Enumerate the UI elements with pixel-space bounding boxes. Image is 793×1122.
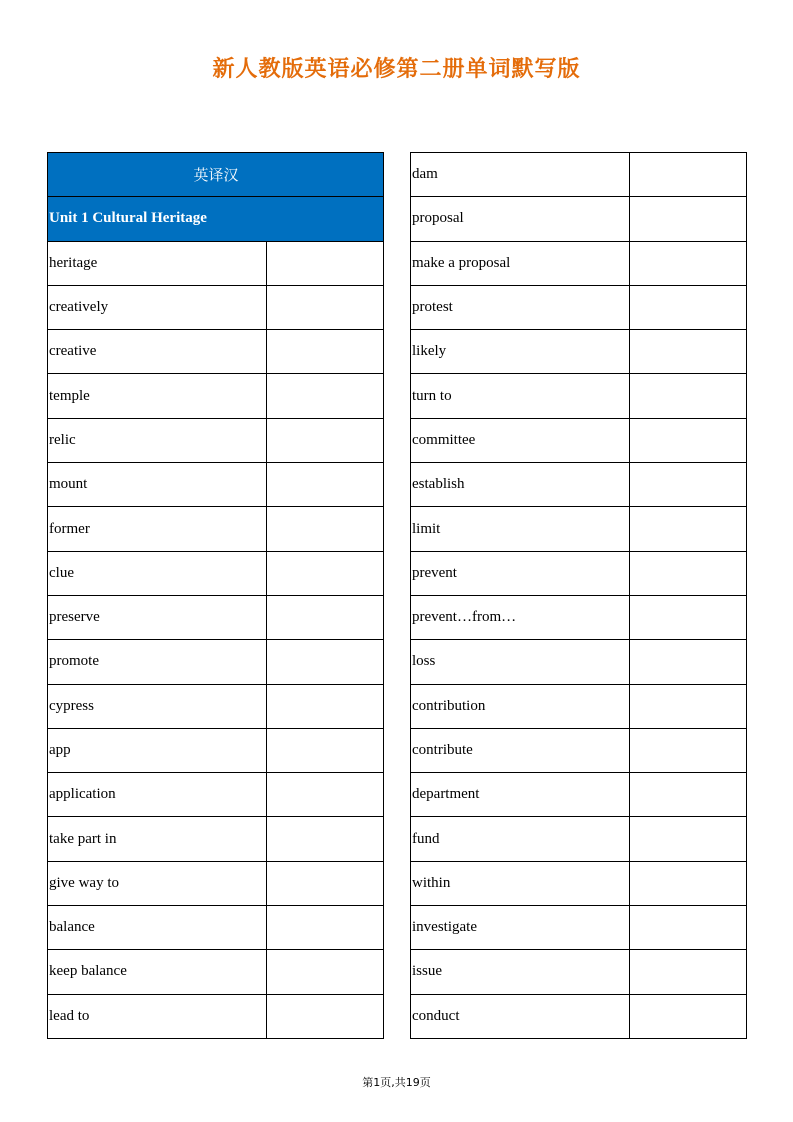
answer-cell[interactable] — [630, 285, 747, 329]
answer-cell[interactable] — [267, 640, 384, 684]
page-title: 新人教版英语必修第二册单词默写版 — [212, 57, 581, 82]
table-row — [411, 463, 747, 507]
answer-cell[interactable] — [267, 418, 384, 462]
table-row — [411, 994, 747, 1038]
vocab-word: contribution — [411, 684, 630, 728]
table-row — [411, 197, 747, 241]
vocab-word: preserve — [48, 595, 267, 639]
vocab-word: promote — [48, 640, 267, 684]
answer-cell[interactable] — [630, 330, 747, 374]
table-row — [411, 906, 747, 950]
vocab-word: application — [48, 773, 267, 817]
page-number: 第1页,共19页 — [362, 1076, 431, 1089]
table-row — [411, 418, 747, 462]
table-row — [48, 906, 384, 950]
vocab-word: take part in — [48, 817, 267, 861]
answer-cell[interactable] — [630, 950, 747, 994]
table-row — [48, 507, 384, 551]
answer-cell[interactable] — [267, 507, 384, 551]
answer-cell[interactable] — [267, 773, 384, 817]
table-row — [411, 153, 747, 197]
table-row — [48, 773, 384, 817]
vocab-word: clue — [48, 551, 267, 595]
vocab-word: loss — [411, 640, 630, 684]
vocab-word: mount — [48, 463, 267, 507]
answer-cell[interactable] — [267, 728, 384, 772]
vocab-word: creatively — [48, 285, 267, 329]
vocab-word: proposal — [411, 197, 630, 241]
table-row — [411, 330, 747, 374]
vocab-word: department — [411, 773, 630, 817]
table-row — [48, 418, 384, 462]
table-row — [48, 374, 384, 418]
answer-cell[interactable] — [267, 241, 384, 285]
table-row — [48, 285, 384, 329]
table-row — [411, 861, 747, 905]
vocab-word: investigate — [411, 906, 630, 950]
table-row — [411, 728, 747, 772]
vocab-table-left — [47, 152, 384, 1039]
answer-cell[interactable] — [267, 906, 384, 950]
vocab-word: prevent…from… — [411, 595, 630, 639]
answer-cell[interactable] — [630, 418, 747, 462]
vocab-word: former — [48, 507, 267, 551]
answer-cell[interactable] — [267, 817, 384, 861]
table-row — [411, 640, 747, 684]
answer-cell[interactable] — [630, 197, 747, 241]
answer-cell[interactable] — [630, 640, 747, 684]
answer-cell[interactable] — [630, 906, 747, 950]
answer-cell[interactable] — [630, 153, 747, 197]
vocab-word: cypress — [48, 684, 267, 728]
answer-cell[interactable] — [267, 551, 384, 595]
vocab-word: conduct — [411, 994, 630, 1038]
answer-cell[interactable] — [630, 817, 747, 861]
vocab-word: likely — [411, 330, 630, 374]
answer-cell[interactable] — [630, 374, 747, 418]
table-row — [48, 684, 384, 728]
vocab-word: committee — [411, 418, 630, 462]
table-row — [48, 595, 384, 639]
vocab-table-right — [410, 152, 747, 1039]
table-row — [411, 374, 747, 418]
table-row — [411, 285, 747, 329]
answer-cell[interactable] — [630, 861, 747, 905]
vocab-word: protest — [411, 285, 630, 329]
vocab-word: relic — [48, 418, 267, 462]
vocab-word: dam — [411, 153, 630, 197]
answer-cell[interactable] — [267, 684, 384, 728]
table-row — [48, 330, 384, 374]
table-row — [48, 241, 384, 285]
table-row — [48, 861, 384, 905]
table-row — [48, 463, 384, 507]
answer-cell[interactable] — [267, 994, 384, 1038]
vocab-word: make a proposal — [411, 241, 630, 285]
answer-cell[interactable] — [630, 994, 747, 1038]
table-row — [411, 950, 747, 994]
table-row — [411, 241, 747, 285]
vocab-word: issue — [411, 950, 630, 994]
answer-cell[interactable] — [630, 595, 747, 639]
table-row — [411, 551, 747, 595]
table-row — [411, 507, 747, 551]
table-row — [411, 684, 747, 728]
answer-cell[interactable] — [267, 861, 384, 905]
answer-cell[interactable] — [630, 684, 747, 728]
table-row — [411, 595, 747, 639]
vocab-word: app — [48, 728, 267, 772]
vocab-word: heritage — [48, 241, 267, 285]
table-row — [411, 817, 747, 861]
table-row — [48, 994, 384, 1038]
answer-cell[interactable] — [267, 285, 384, 329]
table-row — [48, 817, 384, 861]
answer-cell[interactable] — [267, 374, 384, 418]
vocab-word: contribute — [411, 728, 630, 772]
table-header-row — [48, 153, 384, 197]
table-row — [48, 728, 384, 772]
answer-cell[interactable] — [267, 950, 384, 994]
vocab-word: fund — [411, 817, 630, 861]
vocab-word: turn to — [411, 374, 630, 418]
vocab-word: give way to — [48, 861, 267, 905]
unit-title: Unit 1 Cultural Heritage — [48, 197, 384, 241]
vocab-word: keep balance — [48, 950, 267, 994]
answer-cell[interactable] — [267, 463, 384, 507]
vocab-word: balance — [48, 906, 267, 950]
vocab-word: temple — [48, 374, 267, 418]
answer-cell[interactable] — [630, 507, 747, 551]
table-row — [411, 773, 747, 817]
answer-cell[interactable] — [630, 551, 747, 595]
answer-cell[interactable] — [267, 595, 384, 639]
vocab-word: establish — [411, 463, 630, 507]
answer-cell[interactable] — [630, 773, 747, 817]
vocab-word: prevent — [411, 551, 630, 595]
vocab-word: lead to — [48, 994, 267, 1038]
answer-cell[interactable] — [267, 330, 384, 374]
table-row — [48, 950, 384, 994]
section-header: 英译汉 — [48, 153, 384, 197]
answer-cell[interactable] — [630, 728, 747, 772]
vocab-word: creative — [48, 330, 267, 374]
unit-row — [48, 197, 384, 241]
vocab-word: within — [411, 861, 630, 905]
vocab-word: limit — [411, 507, 630, 551]
answer-cell[interactable] — [630, 241, 747, 285]
table-row — [48, 551, 384, 595]
answer-cell[interactable] — [630, 463, 747, 507]
table-row — [48, 640, 384, 684]
